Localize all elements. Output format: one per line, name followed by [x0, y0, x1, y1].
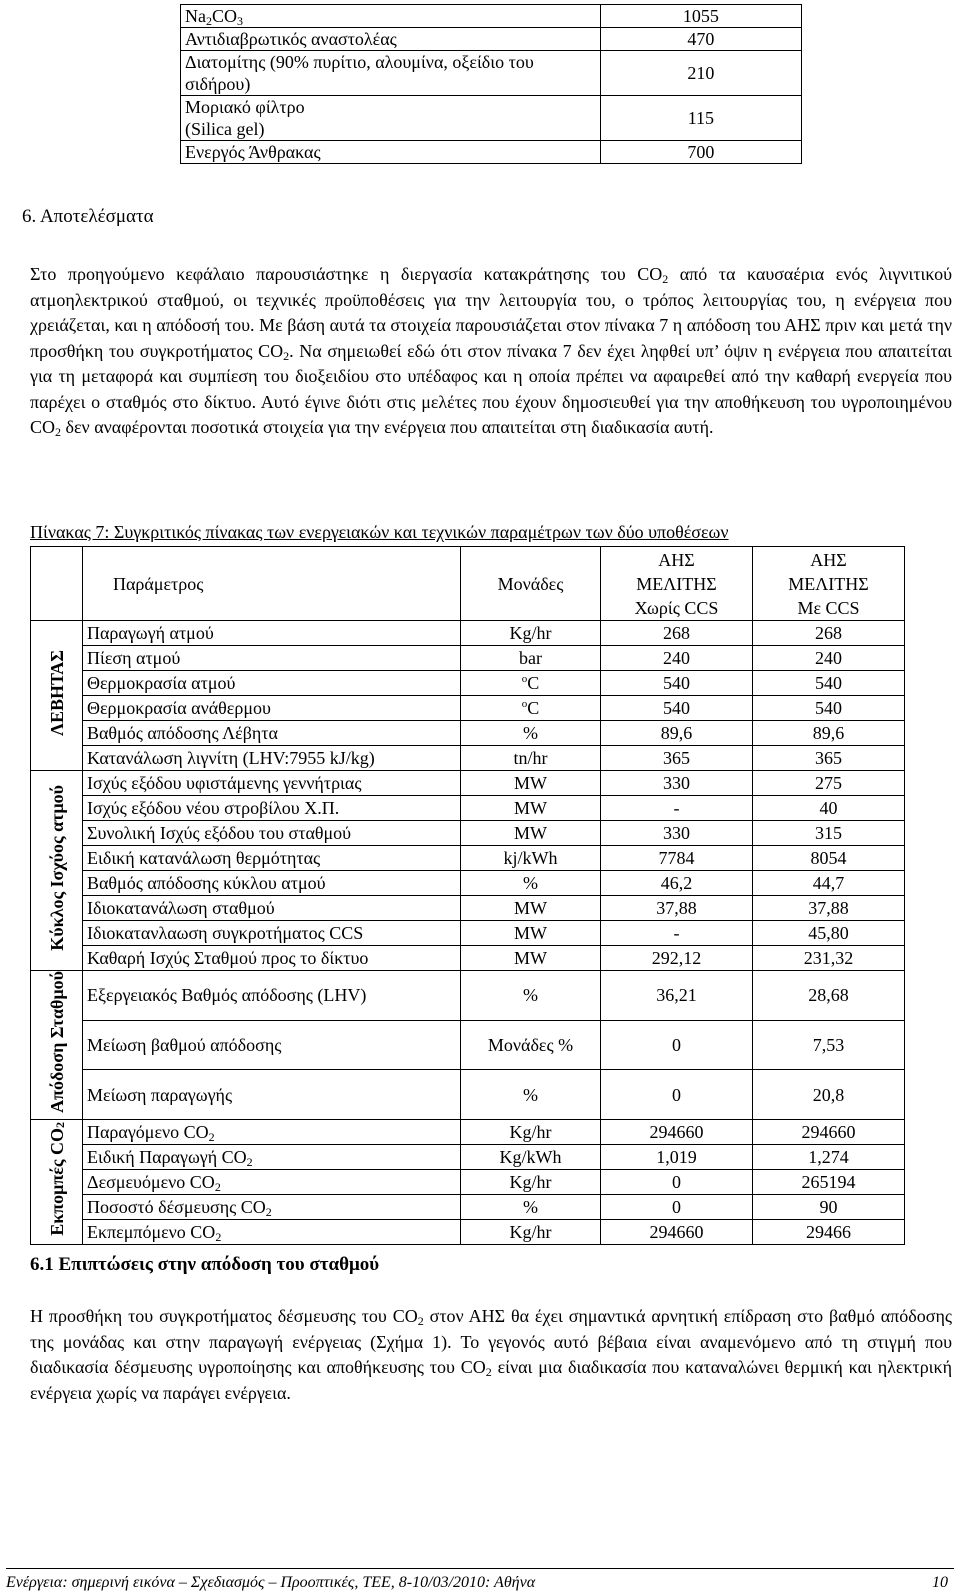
unit-cell: % — [461, 971, 601, 1021]
group-label-text: ΛΕΒΗΤΑΣ — [46, 649, 67, 736]
with-ccs-value: 28,68 — [753, 971, 905, 1021]
param-cell: Δεσμευόμενο $CO_2$ — [83, 1169, 461, 1194]
table-row — [31, 921, 905, 946]
with-ccs-value: 40 — [753, 796, 905, 821]
without-ccs-value: 46,2 — [601, 871, 753, 896]
without-ccs-value: 294660 — [601, 1119, 753, 1144]
material-label: Αντιδιαβρωτικός αναστολέας — [181, 28, 601, 51]
table-row — [31, 1070, 905, 1120]
footer-divider — [6, 1568, 954, 1569]
table-row — [31, 1119, 905, 1144]
without-ccs-header: ΑΗΣ ΜΕΛΙΤΗΣ Χωρίς CCS — [601, 547, 753, 621]
table-row — [31, 946, 905, 971]
unit-cell: Kg/kWh — [461, 1144, 601, 1169]
group-label-efficiency — [31, 971, 83, 1120]
param-cell: Παραγόμενο $CO_2$ — [83, 1119, 461, 1144]
unit-cell: MW — [461, 771, 601, 796]
unit-cell: Kg/hr — [461, 1169, 601, 1194]
without-ccs-value: 240 — [601, 646, 753, 671]
param-cell: Συνολική Ισχύς εξόδου του σταθμού — [83, 821, 461, 846]
material-value: 700 — [600, 141, 801, 164]
param-cell: Μείωση παραγωγής — [83, 1070, 461, 1120]
table-row — [31, 1144, 905, 1169]
table-row — [31, 796, 905, 821]
without-ccs-value: 0 — [601, 1070, 753, 1120]
with-ccs-value: 7,53 — [753, 1020, 905, 1070]
page-number: 10 — [932, 1574, 948, 1591]
with-ccs-value: 265194 — [753, 1169, 905, 1194]
without-ccs-value: 36,21 — [601, 971, 753, 1021]
without-ccs-value: 540 — [601, 696, 753, 721]
with-ccs-value: 44,7 — [753, 871, 905, 896]
unit-cell: kj/kWh — [461, 846, 601, 871]
with-ccs-value: 20,8 — [753, 1070, 905, 1120]
with-ccs-value: 29466 — [753, 1219, 905, 1244]
with-ccs-value: 90 — [753, 1194, 905, 1219]
param-cell: Βαθμός απόδοσης κύκλου ατμού — [83, 871, 461, 896]
material-label: Μοριακό φίλτρο (Silica gel) — [181, 96, 601, 141]
unit-cell: Kg/hr — [461, 621, 601, 646]
param-cell: Ειδική κατανάλωση θερμότητας — [83, 846, 461, 871]
footer-text: Ενέργεια: σημερινή εικόνα – Σχεδιασμός – Προοπτικές, ΤΕΕ, 8-10/03/2010: Αθήνα — [6, 1574, 536, 1591]
table-row — [31, 896, 905, 921]
with-ccs-header: ΑΗΣ ΜΕΛΙΤΗΣ Με CCS — [753, 547, 905, 621]
table-row — [31, 621, 905, 646]
param-cell: Εκπεμπόμενο $CO_2$ — [83, 1219, 461, 1244]
unit-cell: MW — [461, 821, 601, 846]
table-row — [181, 28, 802, 51]
table-row — [31, 1169, 905, 1194]
without-ccs-value: 268 — [601, 621, 753, 646]
without-ccs-value: - — [601, 796, 753, 821]
param-cell: Ειδική Παραγωγή $CO_2$ — [83, 1144, 461, 1169]
table-row — [31, 646, 905, 671]
param-cell: Παραγωγή ατμού — [83, 621, 461, 646]
table-row — [31, 846, 905, 871]
with-ccs-value: 45,80 — [753, 921, 905, 946]
unit-cell: MW — [461, 796, 601, 821]
material-value: 470 — [600, 28, 801, 51]
unit-header: Μονάδες — [461, 547, 601, 621]
material-label: Ενεργός Άνθρακας — [181, 141, 601, 164]
unit-cell: MW — [461, 921, 601, 946]
materials-cost-table — [180, 4, 802, 164]
unit-cell: Kg/hr — [461, 1219, 601, 1244]
without-ccs-value: - — [601, 921, 753, 946]
without-ccs-value: 540 — [601, 671, 753, 696]
outro-paragraph: Η προσθήκη του συγκροτήματος δέσμευσης του $CO_2$ στον ΑΗΣ θα έχει σημαντικά αρνητική επίδραση στο βαθμό απόδοσης της μονάδας και στην παραγωγή ενέργειας (Σχήμα 1). Το γεγονός αυτό βέβαια είναι αναμενόμενο από τη στιγμή που διαδικασία δέσμευσης υγροποίησης και αποθήκευσης του $CO_2$ είναι μια διαδικασία που καταναλώνει θερμική και ηλεκτρική ενέργεια χωρίς να παράγει ενέργεια. — [30, 1306, 953, 1403]
table-row — [31, 671, 905, 696]
material-value: 115 — [600, 96, 801, 141]
table-row — [31, 1020, 905, 1070]
group-label-text: Κύκλος Ισχύος ατμού — [46, 784, 67, 951]
unit-cell: MW — [461, 896, 601, 921]
section-title: 6. Αποτελέσματα — [22, 206, 154, 227]
without-ccs-value: 365 — [601, 746, 753, 771]
table-row — [181, 96, 802, 141]
without-ccs-value: 294660 — [601, 1219, 753, 1244]
table-row — [31, 871, 905, 896]
without-ccs-value: 89,6 — [601, 721, 753, 746]
unit-cell: Kg/hr — [461, 1119, 601, 1144]
without-ccs-value: 37,88 — [601, 896, 753, 921]
table-row — [31, 771, 905, 796]
without-ccs-value: 7784 — [601, 846, 753, 871]
param-cell: Πίεση ατμού — [83, 646, 461, 671]
table-row — [31, 971, 905, 1021]
param-cell: Θερμοκρασία ανάθερμου — [83, 696, 461, 721]
with-ccs-value: 37,88 — [753, 896, 905, 921]
table-row — [181, 141, 802, 164]
unit-cell: Μονάδες % — [461, 1020, 601, 1070]
without-ccs-value: 1,019 — [601, 1144, 753, 1169]
param-cell: Ποσοστό δέσμευσης $CO_2$ — [83, 1194, 461, 1219]
material-label: Διατομίτης (90% πυρίτιο, αλουμίνα, οξείδιο του σιδήρου) — [181, 51, 601, 96]
param-cell: Βαθμός απόδοσης Λέβητα — [83, 721, 461, 746]
with-ccs-value: 294660 — [753, 1119, 905, 1144]
intro-paragraph: Στο προηγούμενο κεφάλαιο παρουσιάστηκε η διεργασία κατακράτησης του $CO_2$ από τα καυσαέρια ενός λιγνιτικού ατμοηλεκτρικού σταθμού, οι τεχνικές προϋποθέσεις για την λειτουργία του, ο τρόπος λειτουργίας του, η ενέργεια που χρειάζεται, και η απόδοσή του. Με βάση αυτά τα στοιχεία παρουσιάζεται στον πίνακα 7 η απόδοση του ΑΗΣ πριν και μετά την προσθήκη του συγκροτήματος $CO_2$. Να σημειωθεί εδώ ότι στον πίνακα 7 δεν έχει ληφθεί υπ’ όψιν η ενέργεια που απαιτείται για τη μεταφορά και συμπίεση του διοξειδίου στο υπέδαφος και η οποία πρέπει να αφαιρεθεί από την καθαρή ενεργεία που παρέχει ο σταθμός στο δίκτυο. Αυτό έγινε διότι στις μελέτες που έχουν δημοσιευθεί για την αποθήκευση του υγροποιημένου $CO_2$ δεν αναφέρονται ποσοτικά στοιχεία για την ενέργεια που απαιτείται στη διαδικασία αυτή. — [30, 264, 953, 439]
table-row — [31, 721, 905, 746]
param-cell: Ιδιοκατανάλωση σταθμού — [83, 896, 461, 921]
material-value: 210 — [600, 51, 801, 96]
with-ccs-value: 268 — [753, 621, 905, 646]
with-ccs-value: 275 — [753, 771, 905, 796]
param-cell: Καθαρή Ισχύς Σταθμού προς το δίκτυο — [83, 946, 461, 971]
comparison-table — [30, 546, 905, 1245]
table-row — [31, 1219, 905, 1244]
group-label-text: Απόδοση Σταθμού — [46, 971, 67, 1113]
table-row — [181, 5, 802, 28]
param-cell: Μείωση βαθμού απόδοσης — [83, 1020, 461, 1070]
without-ccs-value: 330 — [601, 771, 753, 796]
with-ccs-value: 89,6 — [753, 721, 905, 746]
param-cell: Ισχύς εξόδου νέου στροβίλου Χ.Π. — [83, 796, 461, 821]
table-row — [31, 821, 905, 846]
unit-cell: % — [461, 1194, 601, 1219]
with-ccs-value: 540 — [753, 696, 905, 721]
param-cell: Ισχύς εξόδου υφιστάμενης γεννήτριας — [83, 771, 461, 796]
group-label-emissions — [31, 1119, 83, 1244]
unit-cell: $^o$C — [461, 696, 601, 721]
with-ccs-value: 8054 — [753, 846, 905, 871]
unit-cell: % — [461, 871, 601, 896]
unit-cell: tn/hr — [461, 746, 601, 771]
unit-cell: MW — [461, 946, 601, 971]
with-ccs-value: 1,274 — [753, 1144, 905, 1169]
with-ccs-value: 240 — [753, 646, 905, 671]
unit-cell: % — [461, 1070, 601, 1120]
table-row — [31, 696, 905, 721]
table-row — [31, 1194, 905, 1219]
unit-cell: bar — [461, 646, 601, 671]
with-ccs-value: 231,32 — [753, 946, 905, 971]
without-ccs-value: 0 — [601, 1194, 753, 1219]
unit-cell: $^o$C — [461, 671, 601, 696]
group-label-text: Εκπομπές $CO_2$ — [46, 1122, 67, 1236]
material-label: $Na_2CO_3$ — [181, 5, 601, 28]
material-value: 1055 — [600, 5, 801, 28]
with-ccs-value: 315 — [753, 821, 905, 846]
param-header: Παράμετρος — [83, 547, 461, 621]
param-cell: Κατανάλωση λιγνίτη (LHV:7955 kJ/kg) — [83, 746, 461, 771]
without-ccs-value: 330 — [601, 821, 753, 846]
header-spacer — [31, 547, 83, 621]
param-cell: Ιδιοκατανλαωση συγκροτήματος CCS — [83, 921, 461, 946]
header-row — [31, 547, 905, 621]
group-label-cycle — [31, 771, 83, 971]
with-ccs-value: 365 — [753, 746, 905, 771]
param-cell: Εξεργειακός Βαθμός απόδοσης (LHV) — [83, 971, 461, 1021]
param-cell: Θερμοκρασία ατμού — [83, 671, 461, 696]
table-row — [181, 51, 802, 96]
table-caption: Πίνακας 7: Συγκριτικός πίνακας των ενεργειακών και τεχνικών παραμέτρων των δύο υποθέσεων — [30, 522, 729, 542]
table-row — [31, 746, 905, 771]
group-label-boiler — [31, 621, 83, 771]
without-ccs-value: 292,12 — [601, 946, 753, 971]
without-ccs-value: 0 — [601, 1169, 753, 1194]
without-ccs-value: 0 — [601, 1020, 753, 1070]
unit-cell: % — [461, 721, 601, 746]
subsection-title: 6.1 Επιπτώσεις στην απόδοση του σταθμού — [30, 1254, 380, 1275]
with-ccs-value: 540 — [753, 671, 905, 696]
